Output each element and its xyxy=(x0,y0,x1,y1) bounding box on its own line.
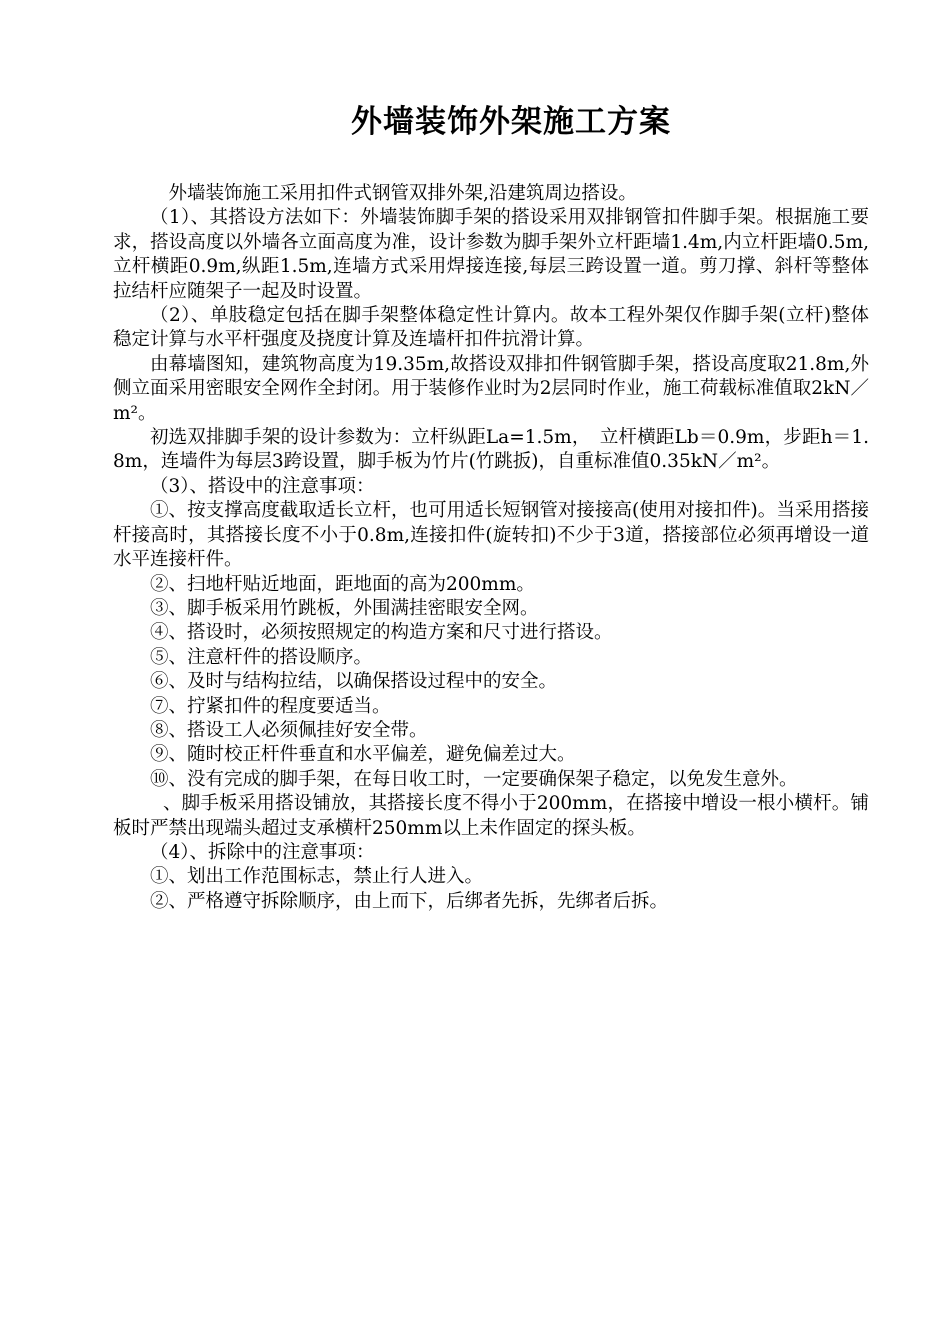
paragraph-section-2: （2）、单肢稳定包括在脚手架整体稳定性计算内。故本工程外架仅作脚手架(立杆)整体稳定计算与水平杆强度及挠度计算及连墙杆扣件抗滑计算。 xyxy=(113,305,869,351)
list-item: ⑥、及时与结构拉结，以确保搭设过程中的安全。 xyxy=(150,671,558,693)
list-item: ⑨、随时校正杆件垂直和水平偏差，避免偏差过大。 xyxy=(150,744,576,766)
list-item: ⑦、拧紧扣件的程度要适当。 xyxy=(150,695,391,717)
list-item: ②、扫地杆贴近地面，距地面的高为200mm。 xyxy=(150,573,535,595)
list-item: ③、脚手板采用竹跳板，外围满挂密眼安全网。 xyxy=(150,597,539,619)
paragraph-design-parameters: 初选双排脚手架的设计参数为：立杆纵距La=1.5m， 立杆横距Lb＝0.9m，步距h＝1.8m，连墙件为每层3跨设置，脚手板为竹片(竹跳扳)，自重标准值0.35kN／m²。 xyxy=(113,427,869,473)
list-item: ④、搭设时，必须按照规定的构造方案和尺寸进行搭设。 xyxy=(150,622,613,644)
paragraph-section-1: （1）、其搭设方法如下：外墙装饰脚手架的搭设采用双排钢管扣件脚手架。根据施工要求，搭设高度以外墙各立面高度为准，设计参数为脚手架外立杆距墙1.4m,内立杆距墙0.5m,立杆横距0.9m,纵距1.5m,连墙方式采用焊接连接,每层三跨设置一道。剪刀撑、斜杆等整体拉结杆应随架子一起及时设置。 xyxy=(113,207,869,302)
list-item: ⑧、搭设工人必须佩挂好安全带。 xyxy=(150,719,428,741)
list-item: ②、严格遵守拆除顺序，由上而下，后绑者先拆，先绑者后拆。 xyxy=(150,890,669,912)
list-item: ⑤、注意杆件的搭设顺序。 xyxy=(150,646,373,668)
paragraph-intro: 外墙装饰施工采用扣件式钢管双排外架,沿建筑周边搭设。 xyxy=(168,183,637,204)
paragraph-building-height: 由幕墙图知，建筑物高度为19.35m,故搭设双排扣件钢管脚手架，搭设高度取21.8m,外侧立面采用密眼安全网作全封闭。用于装修作业时为2层同时作业，施工荷载标准值取2kN／m²。 xyxy=(113,353,869,424)
paragraph-scaffold-board: 、脚手板采用搭设铺放，其搭接长度不得小于200mm，在搭接中增设一根小横杆。铺板时严禁出现端头超过支承横杆250mm以上未作固定的探头板。 xyxy=(113,793,869,839)
paragraph-section-4-heading: （4）、拆除中的注意事项： xyxy=(150,841,375,863)
paragraph-section-3-heading: （3）、搭设中的注意事项： xyxy=(150,475,375,497)
document-title: 外墙装饰外架施工方案 xyxy=(351,104,671,140)
list-item: ①、划出工作范围标志，禁止行人进入。 xyxy=(150,866,484,888)
list-item: ⑩、没有完成的脚手架，在每日收工时，一定要确保架子稳定，以免发生意外。 xyxy=(150,768,798,790)
list-item: ①、按支撑高度截取适长立杆，也可用适长短钢管对接接高(使用对接扣件)。当采用搭接杆接高时，其搭接长度不小于0.8m,连接扣件(旋转扣)不少于3道，搭接部位必须再增设一道水平连接杆件。 xyxy=(113,500,869,571)
document-page xyxy=(113,100,869,914)
